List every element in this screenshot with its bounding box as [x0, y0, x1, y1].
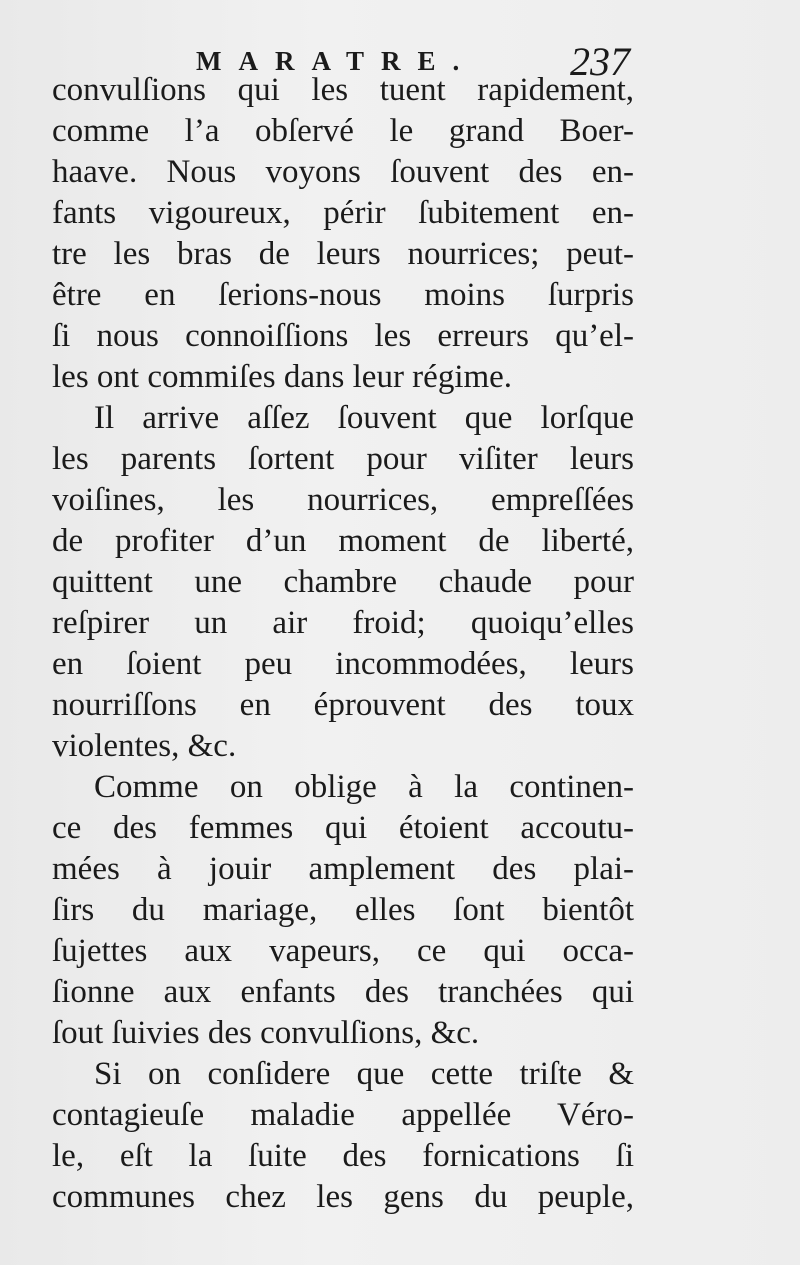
text-line: mées à jouir amplement des plai- [52, 851, 634, 887]
text-line: contagieuſe maladie appellée Véro- [52, 1097, 634, 1133]
running-head: MARATRE. [196, 46, 477, 76]
text-line: reſpirer un air froid; quoiqu’elles [52, 605, 634, 641]
text-line: ſi nous connoiſſions les erreurs qu’el- [52, 318, 634, 354]
text-line: fants vigoureux, périr ſubitement en- [52, 195, 634, 231]
text-line: les parents ſortent pour viſiter leurs [52, 441, 634, 477]
text-line: être en ſerions-nous moins ſurpris [52, 277, 634, 313]
text-line: ſirs du mariage, elles ſont bientôt [52, 892, 634, 928]
text-line: ſujettes aux vapeurs, ce qui occa- [52, 933, 634, 969]
text-line: voiſines, les nourrices, empreſſées [52, 482, 634, 518]
text-line: Il arrive aſſez ſouvent que lorſque [94, 400, 634, 436]
text-line: comme l’a obſervé le grand Boer- [52, 113, 634, 149]
text-line: ce des femmes qui étoient accoutu- [52, 810, 634, 846]
text-line: haave. Nous voyons ſouvent des en- [52, 154, 634, 190]
text-line: ſout ſuivies des convulſions, &c. [52, 1015, 480, 1051]
text-line: convulſions qui les tuent rapidement, [52, 72, 634, 108]
text-line: de profiter d’un moment de liberté, [52, 523, 634, 559]
text-line: communes chez les gens du peuple, [52, 1179, 634, 1215]
text-line: les ont commiſes dans leur régime. [52, 359, 513, 395]
text-line: violentes, &c. [52, 728, 237, 764]
text-line: Comme on oblige à la continen- [94, 769, 634, 805]
text-line: le, eſt la ſuite des fornications ſi [52, 1138, 634, 1174]
text-line: Si on conſidere que cette triſte & [94, 1056, 634, 1092]
text-line: quittent une chambre chaude pour [52, 564, 634, 600]
text-line: ſionne aux enfants des tranchées qui [52, 974, 634, 1010]
page-number: 237 [570, 39, 630, 84]
body-text [52, 70, 634, 1218]
text-line: tre les bras de leurs nourrices; peut- [52, 236, 634, 272]
text-line: en ſoient peu incommodées, leurs [52, 646, 634, 682]
text-line: nourriſſons en éprouvent des toux [52, 687, 634, 723]
